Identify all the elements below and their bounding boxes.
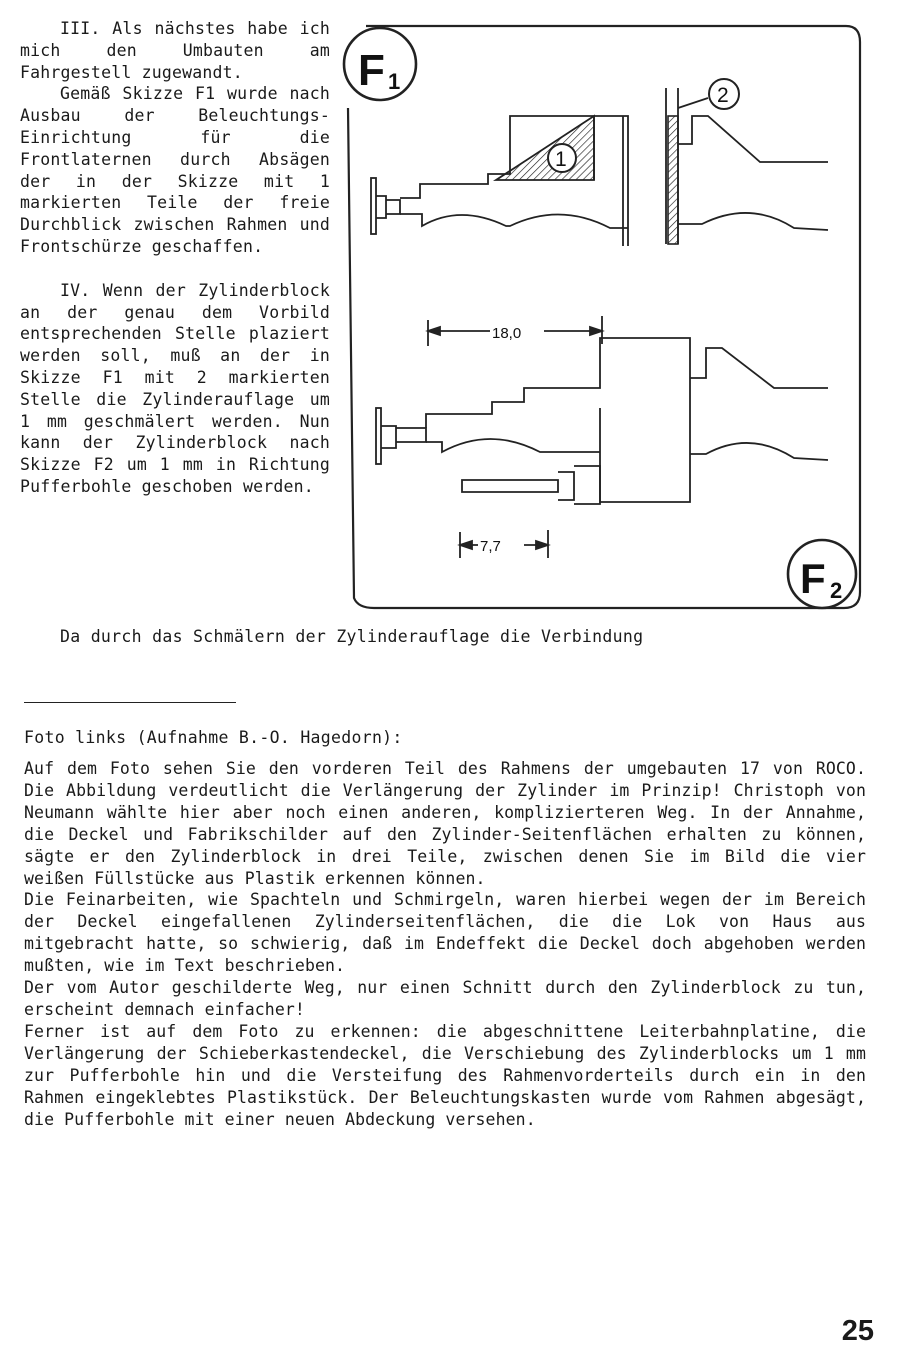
technical-sketch-figure	[330, 8, 870, 612]
continuation-line: Da durch das Schmälern der Zylinderauflage die Verbindung	[60, 627, 644, 646]
paragraph-iii: III. Als nächstes habe ich mich den Umbauten am Fahrgestell zugewandt.	[20, 19, 330, 82]
photo-caption-heading: Foto links (Aufnahme B.-O. Hagedorn):	[24, 728, 403, 747]
hatched-part-2	[668, 116, 678, 244]
f2-badge	[788, 540, 856, 608]
f1-letter: F	[358, 46, 385, 95]
figure-frame	[348, 26, 860, 608]
f1-subscript: 1	[388, 69, 401, 94]
f2-subscript: 2	[830, 578, 843, 603]
buffer-plate-f1	[371, 178, 376, 234]
marker-2	[709, 79, 739, 109]
caption-paragraph: Der vom Autor geschilderte Weg, nur einen Schnitt durch den Zylinderblock zu tun, erscheint demnach einfacher!	[24, 978, 866, 1019]
caption-paragraph: Die Feinarbeiten, wie Spachteln und Schmirgeln, waren hierbei wegen der im Bereich der Deckel eingefallenen Zylinderseitenflächen, die die Lok von Haus aus mitgebracht hatte, so schwierig, daß im Endeffekt die Deckel doch abgehoben werden mußten, wie im Text beschrieben.	[24, 890, 866, 976]
sketch-f2	[376, 316, 828, 558]
piston-rod-f2	[462, 480, 558, 492]
paragraph-iv: IV. Wenn der Zylinderblock an der genau dem Vorbild entsprechenden Stelle plaziert werden soll, muß an der in Skizze F1 mit 2 markierten Stelle die Zylinderauflage um 1 mm geschmälert werden. Nun kann der Zylinderblock nach Skizze F2 um 1 mm in Richtung Pufferbohle geschoben werden.	[20, 280, 330, 496]
svg-text:1: 1	[555, 148, 567, 171]
cylinder-block-f2	[426, 338, 690, 502]
footnote-rule	[24, 702, 236, 703]
buffer-stem-f1	[376, 196, 386, 218]
caption-paragraph: Ferner ist auf dem Foto zu erkennen: die abgeschnittene Leiterbahnplatine, die Verlängerung der Schieberkastendeckel, die Verschiebung des Zylinderblocks um 1 mm zur Pufferbohle hin und die Versteifung des Rahmenvorderteils durch ein in den Rahmen eingeklebtes Plastikstück. Der Beleuchtungskasten wurde vom Rahmen abgesägt, die Pufferbohle mit einer neuen Abdeckung versehen.	[24, 1021, 866, 1129]
dimension-label-18: 18,0	[492, 325, 522, 342]
caption-paragraph: Auf dem Foto sehen Sie den vorderen Teil des Rahmens der umgebauten 17 von ROCO. Die Abbildung verdeutlicht die Verlängerung der Zylinder im Prinzip! Christoph von Neumann wählte hier aber noch einen anderen, komplizierteren Weg. In der Annahme, die Deckel und Fabrikschilder auf den Zylinder-Seitenflächen erhalten zu können, sägte er den Zylinderblock in drei Teile, zwischen denen Sie im Bild die vier weißen Füllstücke aus Plastik erkennen können.	[24, 759, 866, 888]
sketch-f1	[371, 88, 828, 246]
f1-badge	[344, 28, 416, 100]
dimension-label-7-7: 7,7	[480, 538, 501, 555]
left-text-column	[20, 18, 330, 498]
marker-1	[548, 144, 576, 172]
paragraph-skizze-f1: Gemäß Skizze F1 wurde nach Ausbau der Beleuchtungs-Einrichtung für die Frontlaternen durch Absägen der in der Skizze mit 1 markierten Teile der freie Durchblick zwischen Rahmen und Frontschürze geschaffen.	[20, 84, 330, 256]
buffer-plate-f2	[376, 408, 381, 464]
photo-caption-body	[24, 758, 866, 1130]
page-number: 25	[841, 1315, 874, 1347]
f2-letter: F	[800, 555, 826, 602]
svg-text:2: 2	[717, 84, 729, 107]
